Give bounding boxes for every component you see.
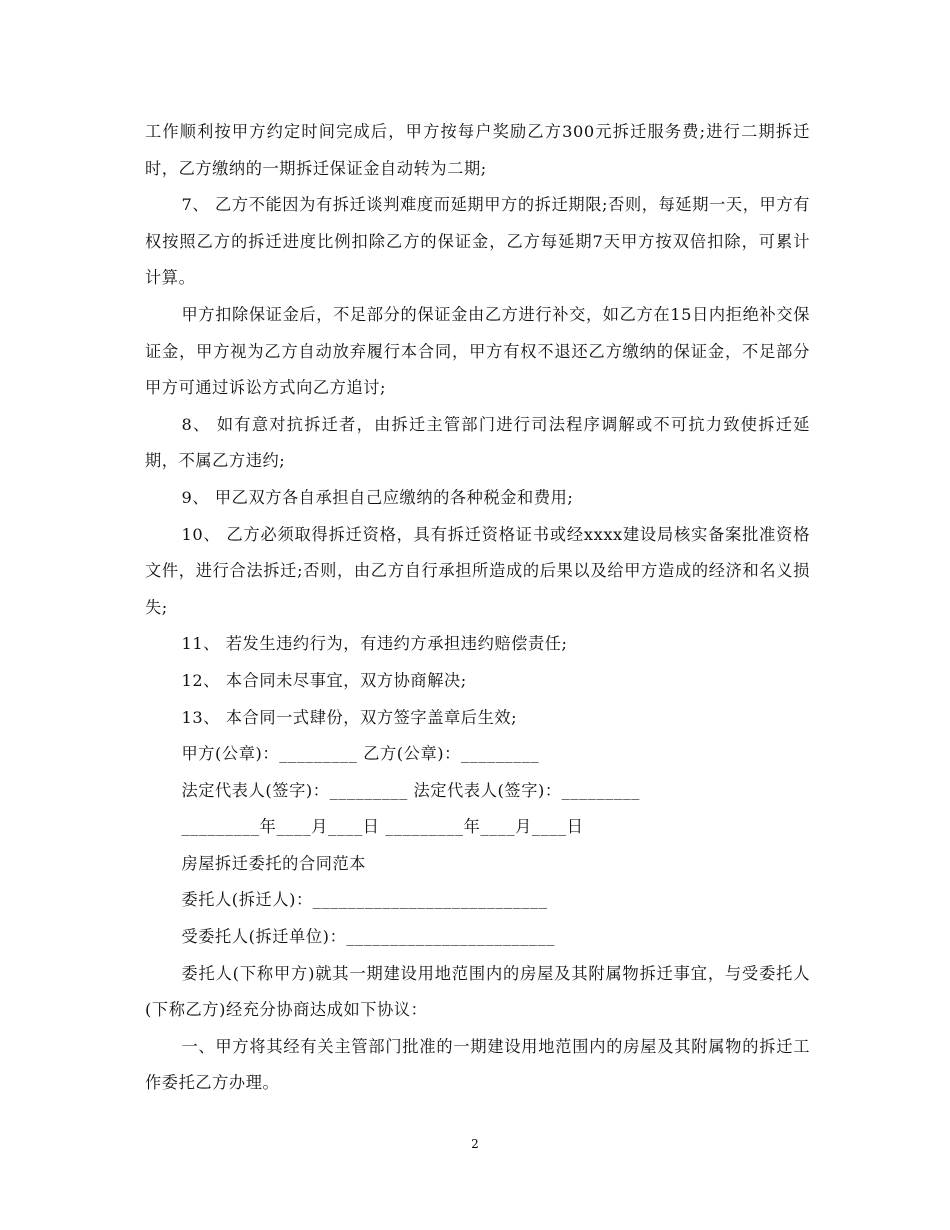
section-title: 房屋拆迁委托的合同范本 (181, 853, 367, 873)
signature-line-representatives: 法定代表人(签字)：_________ 法定代表人(签字)：_________ (181, 780, 640, 800)
field-agent: 受委托人(拆迁单位)：________________________ (181, 927, 556, 947)
paragraph-clause-12: 12、 本合同未尽事宜，双方协商解决; (181, 670, 467, 690)
paragraph-clause-13: 13、 本合同一式肆份，双方签字盖章后生效; (181, 707, 518, 727)
paragraph-clause-7: 7、 乙方不能因为有拆迁谈判难度而延期甲方的拆迁期限;否则，每延期一天，甲方有权按照乙方的拆迁进度比例扣除乙方的保证金，乙方每延期7天甲方按双倍扣除，可累计计算。 (145, 195, 810, 288)
paragraph-deposit-deduction: 甲方扣除保证金后，不足部分的保证金由乙方进行补交，如乙方在15日内拒绝补交保证金，甲方视为乙方自动放弃履行本合同，甲方有权不退还乙方缴纳的保证金，不足部分甲方可通过诉讼方式向乙方追讨; (145, 304, 810, 398)
document-body (145, 114, 810, 1102)
paragraph-clause-9: 9、 甲乙双方各自承担自己应缴纳的各种税金和费用; (181, 487, 574, 507)
paragraph-article-1: 一、甲方将其经有关主管部门批准的一期建设用地范围内的房屋及其附属物的拆迁工作委托乙方办理。 (145, 1036, 810, 1093)
paragraph-agreement-intro: 委托人(下称甲方)就其一期建设用地范围内的房屋及其附属物拆迁事宜，与受委托人(下称乙方)经充分协商达成如下协议： (145, 963, 810, 1020)
paragraph-clause-10: 10、 乙方必须取得拆迁资格，具有拆迁资格证书或经xxxx建设局核实备案批准资格文件，进行合法拆迁;否则，由乙方自行承担所造成的后果以及给甲方造成的经济和名义损失; (145, 524, 810, 617)
signature-line-dates: _________年____月____日 _________年____月____日 (181, 817, 584, 837)
field-principal: 委托人(拆迁人)：___________________________ (181, 890, 548, 910)
page-number: 2 (471, 1137, 479, 1151)
paragraph-clause-8: 8、 如有意对抗拆迁者，由拆迁主管部门进行司法程序调解或不可抗力致使拆迁延期，不属乙方违约; (145, 414, 810, 471)
paragraph-clause-11: 11、 若发生违约行为，有违约方承担违约赔偿责任; (181, 634, 568, 654)
paragraph-continuation: 工作顺利按甲方约定时间完成后，甲方按每户奖励乙方300元拆迁服务费;进行二期拆迁时，乙方缴纳的一期拆迁保证金自动转为二期; (145, 122, 810, 178)
signature-line-seals: 甲方(公章)：_________ 乙方(公章)：_________ (181, 744, 540, 764)
